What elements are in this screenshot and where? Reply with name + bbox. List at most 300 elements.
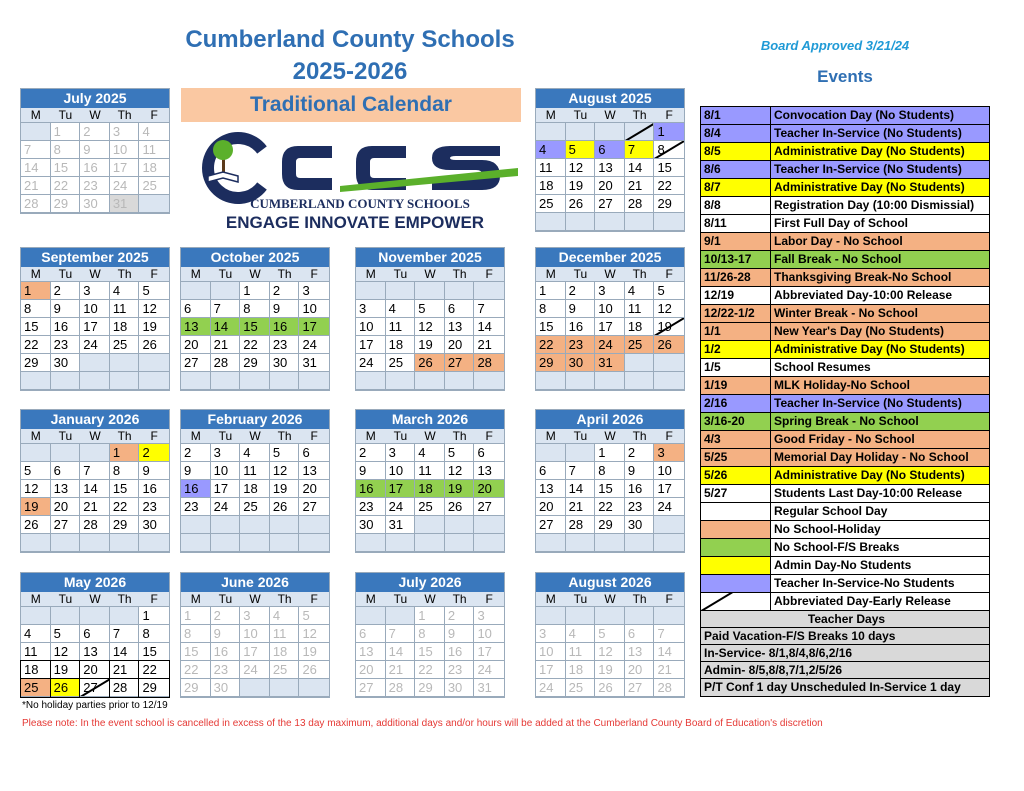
legend-swatch xyxy=(701,503,771,520)
month-title: July 2026 xyxy=(356,573,504,592)
weekday-label: F xyxy=(485,592,493,606)
day-cell: 1 xyxy=(240,282,270,300)
day-cell: 1 xyxy=(51,123,81,141)
day-cell: 13 xyxy=(51,480,81,498)
day-cell: 4 xyxy=(415,444,445,462)
day-cell: 28 xyxy=(386,679,416,697)
event-date: 8/11 xyxy=(701,215,771,232)
weekday-label: F xyxy=(665,429,673,443)
week-row xyxy=(21,177,169,195)
day-cell: 1 xyxy=(139,607,169,625)
day-cell: 15 xyxy=(415,643,445,661)
day-cell xyxy=(654,213,684,231)
day-cell xyxy=(51,607,81,625)
day-cell xyxy=(536,607,566,625)
weekday-label: Th xyxy=(117,108,132,122)
day-cell xyxy=(240,372,270,390)
week-row xyxy=(536,625,684,643)
weekday-label: F xyxy=(665,108,673,122)
day-cell xyxy=(110,534,140,552)
day-cell xyxy=(21,123,51,141)
day-cell: 25 xyxy=(110,336,140,354)
day-cell: 31 xyxy=(595,354,625,372)
day-cell xyxy=(566,372,596,390)
event-row xyxy=(701,413,989,431)
day-cell: 22 xyxy=(110,498,140,516)
event-description: Administrative Day (No Students) xyxy=(774,468,965,482)
day-cell xyxy=(445,282,475,300)
month-calendar xyxy=(355,409,505,553)
day-cell: 18 xyxy=(21,661,51,679)
week-row xyxy=(356,534,504,552)
day-cell xyxy=(625,354,655,372)
week-row xyxy=(21,159,169,177)
day-cell: 13 xyxy=(299,462,329,480)
logo-tagline: ENGAGE INNOVATE EMPOWER xyxy=(225,213,485,232)
weekday-label: Th xyxy=(277,267,292,281)
weekday-label: Th xyxy=(452,592,467,606)
day-cell: 2 xyxy=(356,444,386,462)
month-title: April 2026 xyxy=(536,410,684,429)
event-date: 1/5 xyxy=(701,359,771,376)
event-description: MLK Holiday-No School xyxy=(774,378,910,392)
day-cell: 12 xyxy=(566,159,596,177)
day-cell: 24 xyxy=(595,336,625,354)
weekday-label: M xyxy=(30,108,41,122)
week-row xyxy=(536,354,684,372)
event-row xyxy=(701,287,989,305)
day-cell: 21 xyxy=(211,336,241,354)
week-row xyxy=(536,177,684,195)
day-cell: 11 xyxy=(386,318,416,336)
day-cell: 2 xyxy=(211,607,241,625)
day-cell: 4 xyxy=(566,625,596,643)
day-cell xyxy=(211,282,241,300)
month-title: January 2026 xyxy=(21,410,169,429)
week-row xyxy=(536,643,684,661)
day-cell xyxy=(566,213,596,231)
events-table xyxy=(700,106,990,697)
day-cell: 14 xyxy=(211,318,241,336)
day-cell xyxy=(21,444,51,462)
week-row xyxy=(21,607,169,625)
day-cell: 15 xyxy=(595,480,625,498)
week-row xyxy=(21,534,169,552)
day-cell xyxy=(211,372,241,390)
day-cell: 30 xyxy=(80,195,110,213)
week-row xyxy=(536,300,684,318)
day-cell: 23 xyxy=(566,336,596,354)
week-row xyxy=(181,372,329,390)
day-cell: 25 xyxy=(139,177,169,195)
day-cell: 30 xyxy=(51,354,81,372)
week-row xyxy=(356,300,504,318)
legend-label: Teacher In-Service-No Students xyxy=(774,576,955,590)
teacher-days-line: In-Service- 8/1,8/4,8/6,2/16 xyxy=(701,645,989,662)
day-cell xyxy=(181,282,211,300)
day-cell xyxy=(445,534,475,552)
weekday-label: Tu xyxy=(218,429,233,443)
weekday-label: Th xyxy=(277,592,292,606)
day-cell: 16 xyxy=(80,159,110,177)
day-cell xyxy=(299,679,329,697)
day-cell: 8 xyxy=(21,300,51,318)
day-cell xyxy=(566,607,596,625)
event-date: 1/2 xyxy=(701,341,771,358)
day-cell: 21 xyxy=(566,498,596,516)
day-cell xyxy=(299,534,329,552)
day-cell xyxy=(181,534,211,552)
day-cell: 7 xyxy=(80,462,110,480)
weekday-label: Th xyxy=(452,429,467,443)
weekday-label: F xyxy=(150,429,158,443)
week-row xyxy=(181,318,329,336)
page-title: Cumberland County Schools xyxy=(185,26,515,53)
day-cell xyxy=(415,282,445,300)
week-row xyxy=(356,661,504,679)
event-row xyxy=(701,341,989,359)
day-cell: 14 xyxy=(474,318,504,336)
day-cell: 15 xyxy=(139,643,169,661)
month-title: August 2025 xyxy=(536,89,684,108)
day-cell: 9 xyxy=(80,141,110,159)
week-row xyxy=(356,607,504,625)
day-cell: 6 xyxy=(181,300,211,318)
day-cell: 8 xyxy=(181,625,211,643)
day-cell: 3 xyxy=(654,444,684,462)
day-cell: 23 xyxy=(139,498,169,516)
week-row xyxy=(356,516,504,534)
week-row xyxy=(21,625,169,643)
week-row xyxy=(21,516,169,534)
day-cell xyxy=(566,444,596,462)
day-cell xyxy=(415,534,445,552)
teacher-days-title: Teacher Days xyxy=(701,611,989,628)
event-description: New Year's Day (No Students) xyxy=(774,324,945,338)
weekday-header xyxy=(356,592,504,607)
day-cell: 12 xyxy=(299,625,329,643)
week-row xyxy=(21,480,169,498)
week-row xyxy=(181,498,329,516)
day-cell: 21 xyxy=(654,661,684,679)
day-cell: 27 xyxy=(595,195,625,213)
day-cell: 6 xyxy=(595,141,625,159)
day-cell: 11 xyxy=(21,643,51,661)
event-row xyxy=(701,359,989,377)
day-cell: 30 xyxy=(270,354,300,372)
event-description: Students Last Day-10:00 Release xyxy=(774,486,963,500)
day-cell: 5 xyxy=(415,300,445,318)
month-title: December 2025 xyxy=(536,248,684,267)
day-cell: 7 xyxy=(474,300,504,318)
day-cell: 23 xyxy=(445,661,475,679)
weekday-header xyxy=(536,429,684,444)
weekday-header xyxy=(536,108,684,123)
day-cell: 15 xyxy=(536,318,566,336)
day-cell xyxy=(51,372,81,390)
day-cell: 23 xyxy=(80,177,110,195)
weekday-label: F xyxy=(485,267,493,281)
day-cell: 19 xyxy=(139,318,169,336)
event-date: 8/5 xyxy=(701,143,771,160)
logo-name: CUMBERLAND COUNTY SCHOOLS xyxy=(250,196,470,211)
day-cell xyxy=(474,516,504,534)
legend-swatch xyxy=(701,575,771,592)
day-cell: 24 xyxy=(240,661,270,679)
day-cell: 7 xyxy=(625,141,655,159)
week-row xyxy=(181,661,329,679)
day-cell xyxy=(625,123,655,141)
day-cell: 20 xyxy=(474,480,504,498)
day-cell xyxy=(536,444,566,462)
weekday-label: W xyxy=(249,592,261,606)
day-cell xyxy=(181,516,211,534)
day-cell: 26 xyxy=(445,498,475,516)
legend-label: Regular School Day xyxy=(774,504,888,518)
day-cell: 15 xyxy=(110,480,140,498)
day-cell: 13 xyxy=(445,318,475,336)
day-cell: 29 xyxy=(240,354,270,372)
day-cell xyxy=(270,679,300,697)
legend-swatch xyxy=(701,539,771,556)
day-cell: 9 xyxy=(566,300,596,318)
week-row xyxy=(181,300,329,318)
weekday-label: Th xyxy=(277,429,292,443)
day-cell: 15 xyxy=(654,159,684,177)
week-row xyxy=(536,534,684,552)
day-cell: 7 xyxy=(110,625,140,643)
day-cell: 17 xyxy=(386,480,416,498)
event-date: 11/26-28 xyxy=(701,269,771,286)
week-row xyxy=(181,354,329,372)
day-cell: 22 xyxy=(654,177,684,195)
day-cell: 26 xyxy=(566,195,596,213)
day-cell xyxy=(386,372,416,390)
day-cell xyxy=(240,679,270,697)
week-row xyxy=(21,318,169,336)
day-cell: 19 xyxy=(566,177,596,195)
day-cell xyxy=(595,372,625,390)
month-calendar xyxy=(535,88,685,232)
weekday-label: Tu xyxy=(393,592,408,606)
day-cell: 21 xyxy=(474,336,504,354)
day-cell xyxy=(386,534,416,552)
day-cell: 28 xyxy=(474,354,504,372)
footnote-holiday-parties: *No holiday parties prior to 12/19 xyxy=(22,700,168,711)
day-cell: 4 xyxy=(21,625,51,643)
event-description: Memorial Day Holiday - No School xyxy=(774,450,969,464)
day-cell: 15 xyxy=(51,159,81,177)
day-cell: 27 xyxy=(181,354,211,372)
day-cell: 30 xyxy=(211,679,241,697)
day-cell: 10 xyxy=(110,141,140,159)
day-cell: 27 xyxy=(299,498,329,516)
day-cell: 15 xyxy=(240,318,270,336)
day-cell: 28 xyxy=(80,516,110,534)
month-title: September 2025 xyxy=(21,248,169,267)
day-cell: 13 xyxy=(536,480,566,498)
day-cell: 8 xyxy=(415,625,445,643)
event-description: Labor Day - No School xyxy=(774,234,903,248)
week-row xyxy=(536,318,684,336)
week-row xyxy=(536,661,684,679)
day-cell: 19 xyxy=(299,643,329,661)
event-date: 8/8 xyxy=(701,197,771,214)
day-cell: 25 xyxy=(536,195,566,213)
event-description: Administrative Day (No Students) xyxy=(774,342,965,356)
weekday-label: Tu xyxy=(58,267,73,281)
weekday-header xyxy=(536,592,684,607)
day-cell: 6 xyxy=(474,444,504,462)
month-calendar xyxy=(20,409,170,553)
day-cell: 29 xyxy=(181,679,211,697)
weekday-label: W xyxy=(89,108,101,122)
weekday-label: Th xyxy=(452,267,467,281)
event-date: 5/26 xyxy=(701,467,771,484)
day-cell: 20 xyxy=(356,661,386,679)
day-cell xyxy=(566,534,596,552)
week-row xyxy=(356,336,504,354)
day-cell xyxy=(270,516,300,534)
day-cell: 13 xyxy=(625,643,655,661)
day-cell: 10 xyxy=(299,300,329,318)
month-title: May 2026 xyxy=(21,573,169,592)
day-cell: 2 xyxy=(51,282,81,300)
week-row xyxy=(21,195,169,213)
day-cell: 9 xyxy=(270,300,300,318)
traditional-calendar-banner: Traditional Calendar xyxy=(181,88,521,122)
day-cell: 1 xyxy=(181,607,211,625)
week-row xyxy=(181,480,329,498)
day-cell: 8 xyxy=(110,462,140,480)
day-cell: 11 xyxy=(625,300,655,318)
week-row xyxy=(536,679,684,697)
week-row xyxy=(21,123,169,141)
day-cell: 16 xyxy=(139,480,169,498)
day-cell: 24 xyxy=(110,177,140,195)
week-row xyxy=(181,679,329,697)
day-cell: 10 xyxy=(211,462,241,480)
month-calendar xyxy=(535,247,685,391)
month-title: October 2025 xyxy=(181,248,329,267)
day-cell xyxy=(474,372,504,390)
day-cell: 9 xyxy=(625,462,655,480)
weekday-label: F xyxy=(665,267,673,281)
day-cell: 23 xyxy=(356,498,386,516)
day-cell xyxy=(415,372,445,390)
day-cell: 10 xyxy=(654,462,684,480)
day-cell: 5 xyxy=(139,282,169,300)
weekday-label: M xyxy=(365,429,376,443)
event-description: Good Friday - No School xyxy=(774,432,915,446)
day-cell: 3 xyxy=(240,607,270,625)
day-cell xyxy=(80,354,110,372)
weekday-label: Th xyxy=(632,108,647,122)
week-row xyxy=(536,159,684,177)
week-row xyxy=(536,462,684,480)
weekday-label: F xyxy=(665,592,673,606)
week-row xyxy=(536,336,684,354)
day-cell: 1 xyxy=(415,607,445,625)
weekday-label: W xyxy=(424,429,436,443)
week-row xyxy=(181,516,329,534)
day-cell: 2 xyxy=(625,444,655,462)
event-description: Thanksgiving Break-No School xyxy=(774,270,952,284)
day-cell: 5 xyxy=(595,625,625,643)
day-cell: 21 xyxy=(21,177,51,195)
day-cell xyxy=(21,607,51,625)
day-cell xyxy=(654,372,684,390)
day-cell: 3 xyxy=(595,282,625,300)
legend-label: No School-Holiday xyxy=(774,522,881,536)
event-description: Winter Break - No School xyxy=(774,306,918,320)
day-cell xyxy=(139,372,169,390)
event-date: 9/1 xyxy=(701,233,771,250)
day-cell xyxy=(110,607,140,625)
day-cell: 14 xyxy=(110,643,140,661)
day-cell: 4 xyxy=(625,282,655,300)
day-cell: 12 xyxy=(654,300,684,318)
day-cell: 28 xyxy=(211,354,241,372)
day-cell: 3 xyxy=(299,282,329,300)
day-cell: 7 xyxy=(211,300,241,318)
day-cell xyxy=(139,195,169,213)
day-cell: 16 xyxy=(445,643,475,661)
legend-row xyxy=(701,575,989,593)
day-cell xyxy=(139,534,169,552)
day-cell: 11 xyxy=(566,643,596,661)
event-description: Administrative Day (No Students) xyxy=(774,144,965,158)
event-date: 8/4 xyxy=(701,125,771,142)
day-cell: 18 xyxy=(386,336,416,354)
day-cell xyxy=(51,444,81,462)
week-row xyxy=(356,318,504,336)
day-cell: 22 xyxy=(139,661,169,679)
day-cell xyxy=(80,444,110,462)
weekday-header xyxy=(181,267,329,282)
legend-label: No School-F/S Breaks xyxy=(774,540,900,554)
weekday-label: Tu xyxy=(58,429,73,443)
weekday-label: Th xyxy=(117,267,132,281)
day-cell: 3 xyxy=(110,123,140,141)
day-cell: 2 xyxy=(139,444,169,462)
day-cell: 22 xyxy=(181,661,211,679)
weekday-label: W xyxy=(89,592,101,606)
day-cell: 20 xyxy=(181,336,211,354)
weekday-label: Th xyxy=(632,267,647,281)
day-cell: 25 xyxy=(240,498,270,516)
day-cell xyxy=(595,534,625,552)
event-row xyxy=(701,125,989,143)
day-cell: 8 xyxy=(654,141,684,159)
event-row xyxy=(701,431,989,449)
day-cell: 5 xyxy=(654,282,684,300)
legend-row xyxy=(701,521,989,539)
day-cell: 20 xyxy=(625,661,655,679)
event-row xyxy=(701,215,989,233)
day-cell: 1 xyxy=(110,444,140,462)
day-cell xyxy=(474,282,504,300)
weekday-label: F xyxy=(485,429,493,443)
legend-label: Abbreviated Day-Early Release xyxy=(774,594,951,608)
event-description: Fall Break - No School xyxy=(774,252,902,266)
day-cell: 6 xyxy=(536,462,566,480)
day-cell: 27 xyxy=(80,679,110,697)
day-cell: 4 xyxy=(139,123,169,141)
day-cell xyxy=(80,534,110,552)
day-cell: 9 xyxy=(139,462,169,480)
day-cell: 2 xyxy=(80,123,110,141)
